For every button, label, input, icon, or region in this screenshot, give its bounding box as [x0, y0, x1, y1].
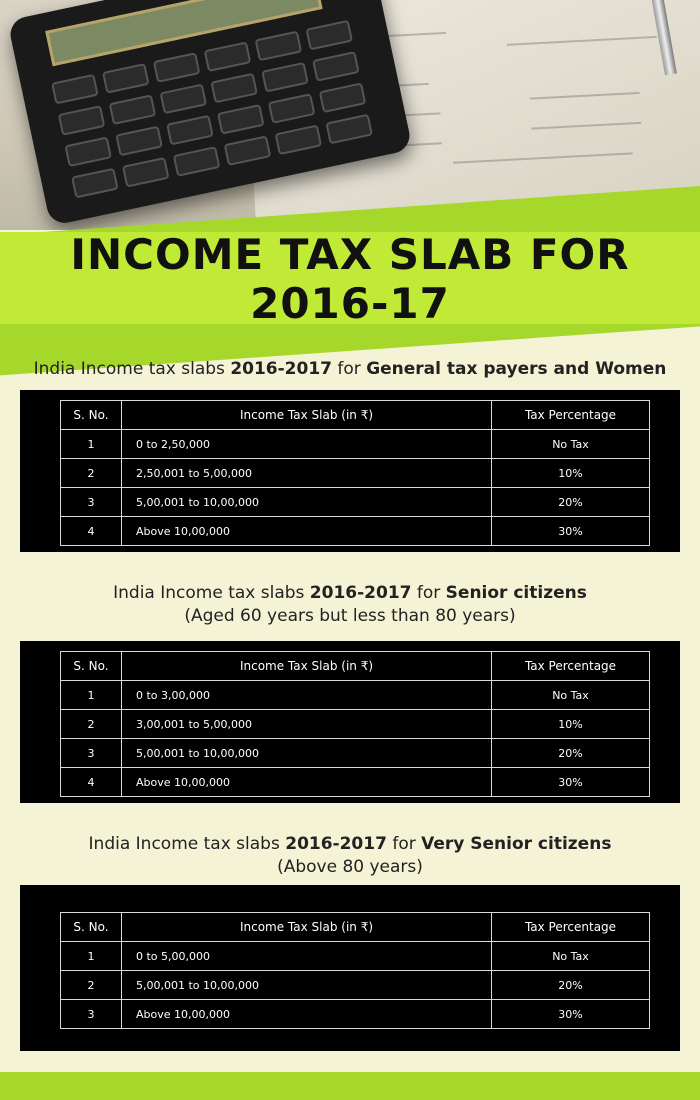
- table-row: [61, 768, 650, 797]
- cell-slab: Above 10,00,000: [122, 517, 492, 546]
- cell-slab: 2,50,001 to 5,00,000: [122, 459, 492, 488]
- cell-slab: 3,00,001 to 5,00,000: [122, 710, 492, 739]
- cell-percentage: 10%: [492, 710, 650, 739]
- footer-band: [0, 1072, 700, 1100]
- cell-percentage: 20%: [492, 488, 650, 517]
- tax-table-senior: [60, 651, 650, 797]
- table-panel-general: [20, 390, 680, 552]
- cell-sno: 2: [61, 459, 122, 488]
- section-subheading: (Above 80 years): [277, 857, 423, 877]
- cell-percentage: No Tax: [492, 430, 650, 459]
- cell-sno: 2: [61, 971, 122, 1000]
- column-header: Income Tax Slab (in ₹): [122, 401, 492, 430]
- table-row: [61, 517, 650, 546]
- cell-percentage: 30%: [492, 1000, 650, 1029]
- column-header: S. No.: [61, 652, 122, 681]
- cell-sno: 1: [61, 681, 122, 710]
- table-row: [61, 1000, 650, 1029]
- section-heading-senior: India Income tax slabs 2016-2017 for Senior citizens (Aged 60 years but less than 80 years): [113, 583, 587, 626]
- cell-sno: 3: [61, 739, 122, 768]
- cell-percentage: 10%: [492, 459, 650, 488]
- table-row: [61, 942, 650, 971]
- column-header: Income Tax Slab (in ₹): [122, 913, 492, 942]
- table-row: [61, 459, 650, 488]
- table-row: [61, 971, 650, 1000]
- column-header: Tax Percentage: [492, 401, 650, 430]
- section-heading-general: India Income tax slabs 2016-2017 for General tax payers and Women: [33, 359, 667, 379]
- cell-slab: Above 10,00,000: [122, 1000, 492, 1029]
- cell-slab: Above 10,00,000: [122, 768, 492, 797]
- column-header: Tax Percentage: [492, 652, 650, 681]
- column-header: Income Tax Slab (in ₹): [122, 652, 492, 681]
- cell-sno: 4: [61, 768, 122, 797]
- cell-sno: 1: [61, 430, 122, 459]
- section-heading-very-senior: India Income tax slabs 2016-2017 for Very Senior citizens (Above 80 years): [88, 834, 612, 877]
- cell-percentage: 20%: [492, 971, 650, 1000]
- table-panel-senior: [20, 641, 680, 803]
- table-row: [61, 681, 650, 710]
- table-row: [61, 488, 650, 517]
- table-row: [61, 710, 650, 739]
- page-title: INCOME TAX SLAB FOR 2016-17: [70, 230, 630, 328]
- cell-percentage: 30%: [492, 517, 650, 546]
- cell-sno: 3: [61, 1000, 122, 1029]
- cell-slab: 0 to 2,50,000: [122, 430, 492, 459]
- column-header: S. No.: [61, 401, 122, 430]
- cell-sno: 4: [61, 517, 122, 546]
- cell-percentage: No Tax: [492, 681, 650, 710]
- cell-slab: 5,00,001 to 10,00,000: [122, 739, 492, 768]
- cell-slab: 0 to 5,00,000: [122, 942, 492, 971]
- cell-percentage: 30%: [492, 768, 650, 797]
- table-panel-very-senior: [20, 885, 680, 1051]
- cell-slab: 5,00,001 to 10,00,000: [122, 971, 492, 1000]
- cell-percentage: No Tax: [492, 942, 650, 971]
- table-row: [61, 430, 650, 459]
- table-row: [61, 739, 650, 768]
- column-header: Tax Percentage: [492, 913, 650, 942]
- cell-sno: 2: [61, 710, 122, 739]
- cell-sno: 3: [61, 488, 122, 517]
- cell-slab: 0 to 3,00,000: [122, 681, 492, 710]
- cell-sno: 1: [61, 942, 122, 971]
- tax-table-very-senior: [60, 912, 650, 1029]
- cell-percentage: 20%: [492, 739, 650, 768]
- tax-table-general: [60, 400, 650, 546]
- section-subheading: (Aged 60 years but less than 80 years): [184, 606, 516, 626]
- column-header: S. No.: [61, 913, 122, 942]
- cell-slab: 5,00,001 to 10,00,000: [122, 488, 492, 517]
